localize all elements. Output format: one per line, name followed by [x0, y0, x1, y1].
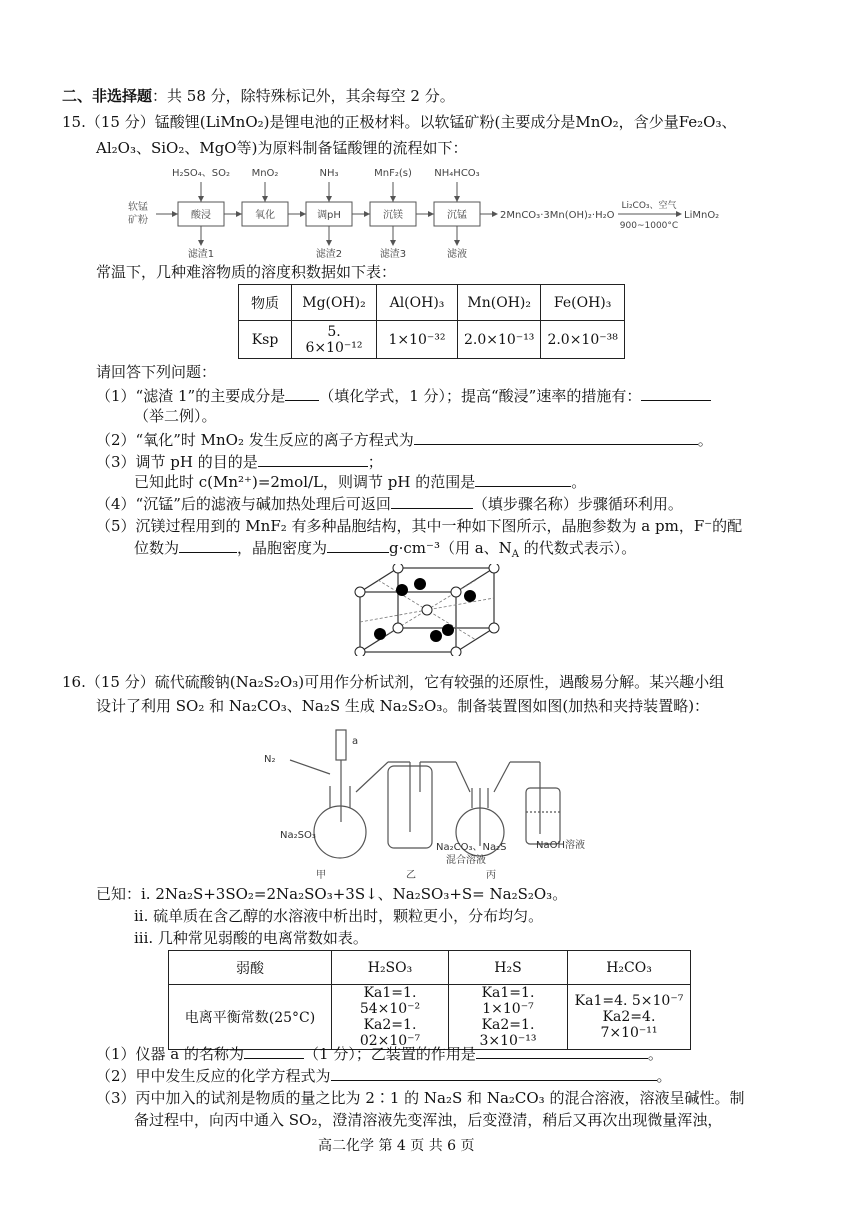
flow-step-5: 沉锰 — [447, 210, 467, 221]
label-na2so3: Na₂SO₃ — [280, 830, 316, 841]
page-footer: 高二化学 第 4 页 共 6 页 — [318, 1138, 475, 1154]
flow-final-product: LiMnO₂ — [684, 210, 720, 221]
q15-p3-text-a: （3）调节 pH 的目的是 — [96, 453, 258, 471]
flow-residue-2: 滤渣2 — [315, 249, 343, 260]
q15-p5-text-a: （5）沉镁过程用到的 MnF₂ 有多种晶胞结构，其中一种如下图所示，晶胞参数为 a pm，F⁻的配 — [96, 517, 743, 535]
acid-header-h2s: H₂S — [449, 951, 568, 985]
flow-step-1: 酸浸 — [191, 210, 211, 221]
q16-intro-2: 设计了利用 SO₂ 和 Na₂CO₃、Na₂S 生成 Na₂S₂O₃。制备装置图如图(加热和夹持装置略)： — [96, 697, 710, 715]
acid-row-label: 电离平衡常数(25°C) — [169, 985, 332, 1050]
q16-p1-blank-1[interactable] — [244, 1044, 304, 1059]
q15-p1-text-b: （填化学式，1 分）；提高“酸浸”速率的措施有： — [319, 387, 642, 405]
flow-step-4: 沉镁 — [383, 210, 403, 221]
h2so3-ka2: Ka2=1. 02×10⁻⁷ — [359, 1017, 421, 1049]
ksp-value-fe: 2.0×10⁻³⁸ — [541, 321, 624, 359]
flow-start-line2: 矿粉 — [128, 215, 148, 226]
q15-p5-blank-1[interactable] — [179, 538, 237, 553]
flow-start-line1: 软锰 — [128, 202, 148, 213]
acid-cell-h2so3 — [332, 985, 449, 1050]
q16-p2-blank[interactable] — [331, 1066, 657, 1081]
section-heading: 二、非选择题 — [62, 87, 153, 105]
acid-cell-h2co3 — [568, 985, 691, 1050]
h2s-ka2: Ka2=1. 3×10⁻¹³ — [479, 1017, 537, 1049]
q16-p3-text-a: （3）丙中加入的试剂是物质的量之比为 2∶1 的 Na₂S 和 Na₂CO₃ 的混合溶液，溶液呈碱性。制 — [96, 1089, 745, 1107]
label-n2: N₂ — [264, 754, 276, 765]
ksp-header-mg: Mg(OH)₂ — [292, 285, 377, 321]
flow-condition-bottom: 900~1000°C — [619, 221, 679, 231]
q15-intro-2: Al₂O₃、SiO₂、MgO等)为原料制备锰酸锂的流程如下： — [96, 139, 468, 157]
q15-part3-line1 — [96, 452, 383, 472]
q15-part1-line1 — [96, 386, 711, 406]
flow-step-3: 调pH — [317, 210, 341, 221]
label-naoh: NaOH溶液 — [536, 840, 585, 851]
q15-p5-text-f: 的代数式表示）。 — [519, 539, 637, 557]
q15-p4-blank[interactable] — [391, 494, 473, 509]
acid-header-h2co3: H₂CO₃ — [568, 951, 691, 985]
flow-reagent-1: H₂SO₄、SO₂ — [172, 168, 230, 179]
q15-p1-blank-1[interactable] — [285, 386, 319, 401]
q15-p5-subscript: A — [511, 549, 520, 560]
q16-known-3: iii. 几种常见弱酸的电离常数如表。 — [134, 929, 368, 947]
h2co3-ka2: Ka2=4. 7×10⁻¹¹ — [600, 1009, 658, 1041]
q15-p3-text-b: ； — [367, 453, 383, 471]
acid-constant-table — [168, 950, 691, 1050]
q15-p4-text-b: （填步骤名称）步骤循环利用。 — [472, 495, 683, 513]
flow-residue-3: 滤渣3 — [379, 249, 407, 260]
q15-intro-1: 15.（15 分）锰酸锂(LiMnO₂)是锂电池的正极材料。以软锰矿粉(主要成分是MnO₂，含少量Fe₂O₃、 — [62, 113, 737, 131]
q16-p3-text-b: 备过程中，向丙中通入 SO₂，澄清溶液先变浑浊，后变澄清，稍后又再次出现微量浑浊， — [134, 1111, 723, 1129]
ksp-caption: 常温下，几种难溶物质的溶度积数据如下表： — [96, 263, 397, 281]
ksp-header-fe: Fe(OH)₃ — [541, 285, 624, 321]
q15-p5-text-b: 位数为 — [134, 539, 180, 557]
h2so3-ka1: Ka1=1. 54×10⁻² — [359, 985, 421, 1017]
mnf2-unit-cell-diagram — [352, 564, 502, 656]
q16-known-2: ii. 硫单质在含乙醇的水溶液中析出时，颗粒更小，分布均匀。 — [134, 907, 544, 925]
q15-p2-text-a: （2）“氧化”时 MnO₂ 发生反应的离子方程式为 — [96, 431, 414, 449]
acid-header-label: 弱酸 — [169, 951, 332, 985]
label-mix-1: Na₂CO₃、Na₂S — [436, 842, 507, 853]
flow-reagent-5: NH₄HCO₃ — [434, 168, 480, 179]
ksp-header-al: Al(OH)₃ — [377, 285, 458, 321]
acid-header-h2so3: H₂SO₃ — [332, 951, 449, 985]
q16-p1-text-a: （1）仪器 a 的名称为 — [96, 1045, 245, 1063]
q15-p4-text-a: （4）“沉锰”后的滤液与碱加热处理后可返回 — [96, 495, 391, 513]
flow-step-2: 氧化 — [255, 210, 275, 221]
flow-intermediate: 2MnCO₃·3Mn(OH)₂·H₂O — [500, 210, 615, 221]
label-yi: 乙 — [406, 870, 416, 881]
ksp-value-al: 1×10⁻³² — [377, 321, 458, 359]
q15-p1-text-c: （举二例）。 — [134, 407, 217, 425]
ksp-header-substance: 物质 — [239, 285, 292, 321]
flow-filtrate: 滤液 — [447, 249, 467, 260]
acid-cell-h2s — [449, 985, 568, 1050]
label-mix-2: 混合溶液 — [446, 855, 486, 866]
ksp-value-mn: 2.0×10⁻¹³ — [458, 321, 541, 359]
q15-part2 — [96, 430, 713, 450]
ksp-header-mn: Mn(OH)₂ — [458, 285, 541, 321]
section-heading-line — [62, 86, 455, 106]
h2co3-ka1: Ka1=4. 5×10⁻⁷ — [574, 993, 684, 1009]
q16-p1-text-c: 。 — [647, 1045, 663, 1063]
q15-ask: 请回答下列问题： — [96, 363, 217, 381]
apparatus-diagram — [260, 722, 600, 882]
q15-p2-blank[interactable] — [414, 430, 698, 445]
q15-p5-text-d: g·cm⁻³（用 a、N — [389, 539, 512, 557]
label-a: a — [352, 736, 359, 747]
q16-part1 — [96, 1044, 663, 1064]
flow-condition-top: Li₂CO₃、空气 — [621, 201, 677, 211]
flow-residue-1: 滤渣1 — [187, 249, 215, 260]
flow-reagent-4: MnF₂(s) — [374, 168, 412, 179]
label-bing: 丙 — [486, 870, 496, 881]
ksp-table — [238, 284, 625, 359]
ksp-value-mg: 5. 6×10⁻¹² — [292, 321, 377, 359]
q15-p3-blank-2[interactable] — [475, 472, 571, 487]
q15-p5-text-c: ，晶胞密度为 — [237, 539, 328, 557]
q15-part4 — [96, 494, 683, 514]
h2s-ka1: Ka1=1. 1×10⁻⁷ — [481, 985, 535, 1017]
ksp-row-label: Ksp — [239, 321, 292, 359]
q16-intro-1: 16.（15 分）硫代硫酸钠(Na₂S₂O₃)可用作分析试剂，它有较强的还原性，遇酸易分解。某兴趣小组 — [62, 673, 725, 691]
flow-reagent-3: NH₃ — [319, 168, 339, 179]
q16-p1-text-b: （1 分）；乙装置的作用是 — [304, 1045, 476, 1063]
q15-p1-blank-2[interactable] — [641, 386, 711, 401]
process-flow-diagram — [120, 160, 760, 260]
q15-p2-text-b: 。 — [697, 431, 713, 449]
q15-p5-blank-2[interactable] — [327, 538, 389, 553]
q15-p3-blank-1[interactable] — [258, 452, 368, 467]
q16-p2-text-a: （2）甲中发生反应的化学方程式为 — [96, 1067, 331, 1085]
q16-p2-text-b: 。 — [656, 1067, 672, 1085]
section-note: ：共 58 分，除特殊标记外，其余每空 2 分。 — [152, 87, 455, 105]
q16-known-1: 已知：i. 2Na₂S+3SO₂=2Na₂SO₃+3S↓、Na₂SO₃+S= Na₂S₂O₃。 — [96, 885, 568, 903]
q15-p3-text-d: 。 — [571, 473, 587, 491]
q16-part2 — [96, 1066, 672, 1086]
q16-p1-blank-2[interactable] — [476, 1044, 648, 1059]
label-jia: 甲 — [316, 870, 326, 881]
q15-part5-line2 — [134, 538, 636, 565]
q15-part3-line2 — [134, 472, 586, 492]
q15-p3-text-c: 已知此时 c(Mn²⁺)=2mol/L，则调节 pH 的范围是 — [134, 473, 476, 491]
flow-reagent-2: MnO₂ — [251, 168, 279, 179]
q15-p1-text-a: （1）“滤渣 1”的主要成分是 — [96, 387, 286, 405]
